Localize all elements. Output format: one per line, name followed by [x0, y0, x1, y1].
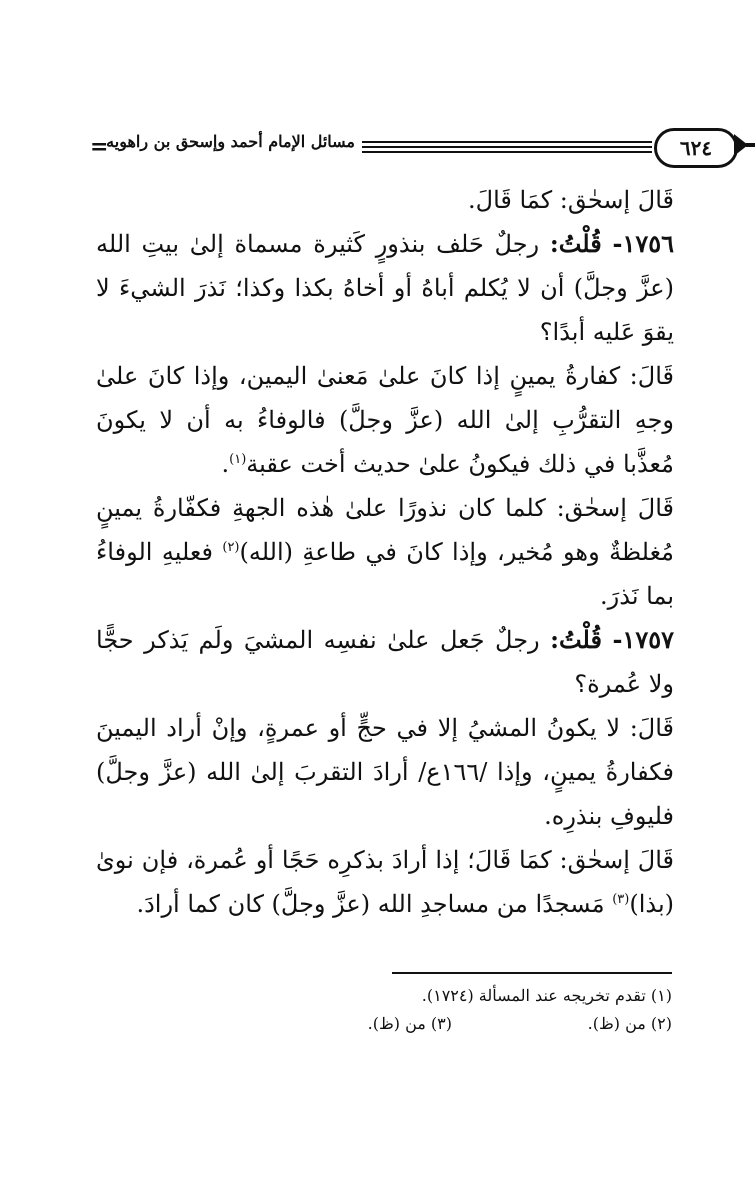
footnote-ref-3: (٣)	[612, 892, 630, 907]
question-text: رجلٌ جَعل علىٰ نفسِه المشيَ ولَم يَذكر حجًّا ولا عُمرة؟	[96, 626, 674, 698]
answer-text: قَالَ إسحٰق: كمَا قَالَ؛ إذا أرادَ بذكرِه حَجًا أو عُمرة، فإن نوىٰ (بذا)	[96, 846, 674, 918]
answer-text: قَالَ: لا يكونُ المشيُ إلا في حجٍّ أو عمرةٍ، وإنْ أراد اليمينَ فكفارةُ يمينٍ، وإذا /١٦٦ع/ أرادَ التقربَ إلىٰ الله (عزَّ وجلَّ) فليوفِ بنذرِه.	[96, 714, 674, 830]
answer-ishaq-1756	[96, 486, 674, 618]
answer-ahmad-1757	[96, 706, 674, 838]
question-number: ١٧٥٦-	[612, 229, 674, 258]
paragraph-ishaq-1	[96, 178, 674, 222]
footnote-row	[170, 1010, 672, 1038]
question-number: ١٧٥٧-	[612, 625, 674, 654]
footnote-2: (٢) من (ظ).	[587, 1014, 672, 1033]
question-text: رجلٌ حَلف بنذورٍ كَثيرة مسماة إلىٰ بيتِ الله (عزَّ وجلَّ) أن لا يُكلم أباهُ أو أخاهُ بكذا وكذا؛ نَذرَ الشيءَ لا يقوَ عَليه أبدًا؟	[96, 230, 674, 346]
answer-text-cont: مَسجدًا من مساجدِ الله (عزَّ وجلَّ) كان كما أرادَ.	[136, 890, 613, 918]
answer-ahmad-1756	[96, 354, 674, 486]
answer-text: قَالَ إسحٰق: كلما كان نذورًا علىٰ هٰذه الجهةِ فكفّارةُ يمينٍ مُغلظةٌ وهو مُخير، وإذا كانَ في طاعةِ (الله)	[96, 494, 675, 566]
footnote-1: (١) تقدم تخريجه عند المسألة (١٧٢٤).	[421, 986, 672, 1005]
header-equals-mark: =	[90, 134, 109, 160]
page-number-oval	[654, 128, 738, 168]
question-label: قُلْتُ:	[550, 625, 602, 654]
answer-text: قَالَ: كفارةُ يمينٍ إذا كانَ علىٰ مَعنىٰ اليمين، وإذا كانَ علىٰ وجهِ التقرُّبِ إلىٰ الله (عزَّ وجلَّ) فالوفاءُ به أن لا يكونَ مُعذَّبا في ذلك فيكونُ علىٰ حديث أخت عقبة	[96, 362, 674, 478]
header-arrow-bar	[746, 143, 755, 147]
footnote-ref-2: (٢)	[222, 540, 240, 555]
answer-end: .	[221, 450, 230, 478]
header-rule	[362, 146, 652, 148]
page-header	[90, 120, 713, 166]
header-rule	[362, 141, 652, 143]
footnote-3: (٣) من (ظ).	[367, 1014, 452, 1033]
main-text	[96, 178, 674, 926]
answer-text-cont: فعليهِ الوفاءُ بما نَذرَ.	[96, 538, 674, 610]
answer-ishaq-1757	[96, 838, 674, 926]
footnotes	[170, 982, 672, 1038]
footnote-ref-1: (١)	[229, 452, 247, 467]
paragraph-text: قَالَ إسحٰق: كمَا قَالَ.	[468, 186, 674, 214]
question-label: قُلْتُ:	[549, 229, 602, 258]
footnote-separator	[392, 972, 672, 974]
question-1757	[96, 618, 674, 706]
question-1756	[96, 222, 674, 354]
running-title: مسائل الإمام أحمد وإسحق بن راهويه	[106, 132, 355, 151]
page-number: ٦٢٤	[679, 136, 713, 160]
header-rule	[362, 151, 652, 153]
